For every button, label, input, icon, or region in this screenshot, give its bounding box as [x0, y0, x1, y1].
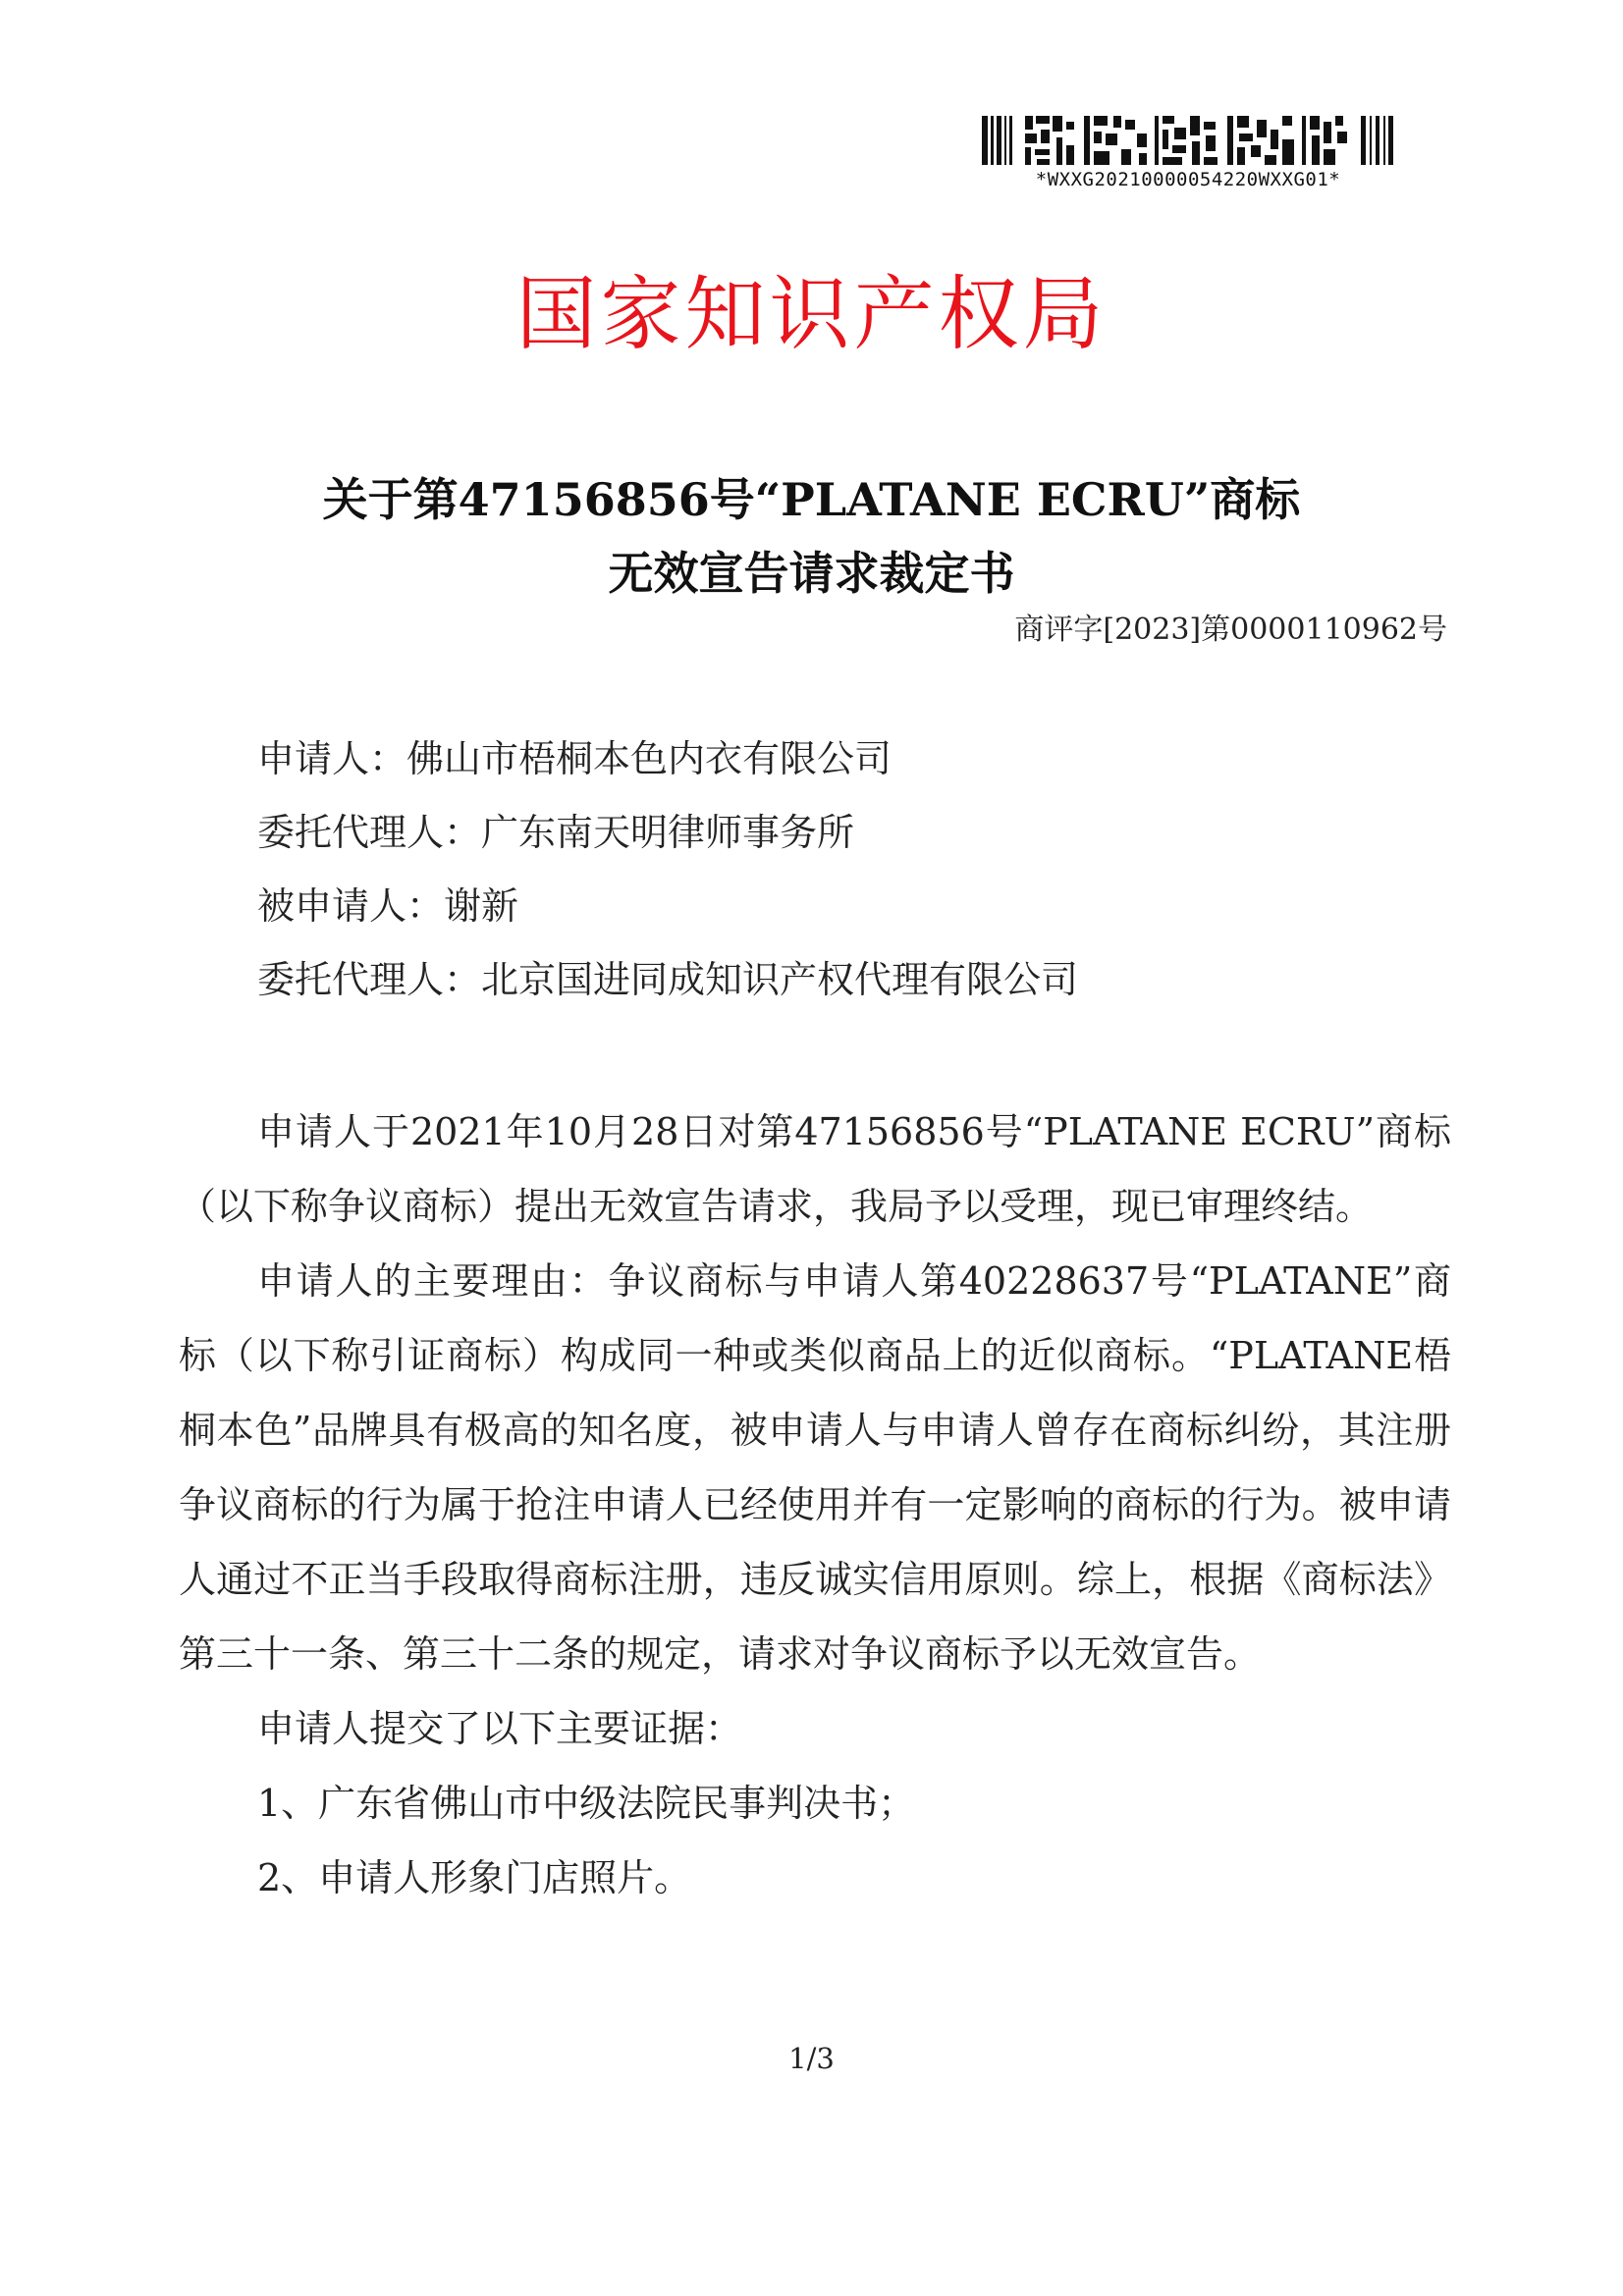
party-applicant: 申请人：佛山市梧桐本色内衣有限公司 [257, 737, 893, 780]
party-respondent-agent: 委托代理人：北京国进同成知识产权代理有限公司 [257, 958, 1079, 1001]
barcode-text: *WXXG20210000054220WXXG01* [1035, 169, 1341, 190]
barcode-icon [982, 116, 1394, 165]
evidence-item-1: 1、广东省佛山市中级法院民事判决书； [257, 1782, 916, 1825]
evidence-item-2: 2、申请人形象门店照片。 [257, 1856, 692, 1899]
document-number: 商评字[2023]第0000110962号 [1014, 613, 1447, 647]
document-title-line2: 无效宣告请求裁定书 [608, 547, 1015, 600]
document-title-line1: 关于第47156856号“PLATANE ECRU”商标 [322, 473, 1301, 526]
paragraph-request: 申请人于2021年10月28日对第47156856号“PLATANE ECRU”商标（以下称争议商标）提出无效宣告请求，我局予以受理，现已审理终结。 [179, 1110, 1451, 1228]
agency-name: 国家知识产权局 [515, 268, 1108, 361]
barcode-block [972, 116, 1394, 190]
body-text [179, 1095, 1451, 1915]
paragraph-reasons: 申请人的主要理由：争议商标与申请人第40228637号“PLATANE”商标（以下称引证商标）构成同一种或类似商品上的近似商标。“PLATANE梧桐本色”品牌具有极高的知名度，被申请人与申请人曾存在商标纠纷，其注册争议商标的行为属于抢注申请人已经使用并有一定影响的商标的行为。被申请人通过不正当手段取得商标注册，违反诚实信用原则。综上，根据《商标法》第三十一条、第三十二条的规定，请求对争议商标予以无效宣告。 [179, 1259, 1451, 1676]
party-applicant-agent: 委托代理人：广东南天明律师事务所 [257, 811, 855, 854]
paragraph-evidence-intro: 申请人提交了以下主要证据： [257, 1707, 743, 1750]
page-number: 1/3 [788, 2042, 835, 2075]
party-respondent: 被申请人：谢新 [257, 884, 519, 928]
